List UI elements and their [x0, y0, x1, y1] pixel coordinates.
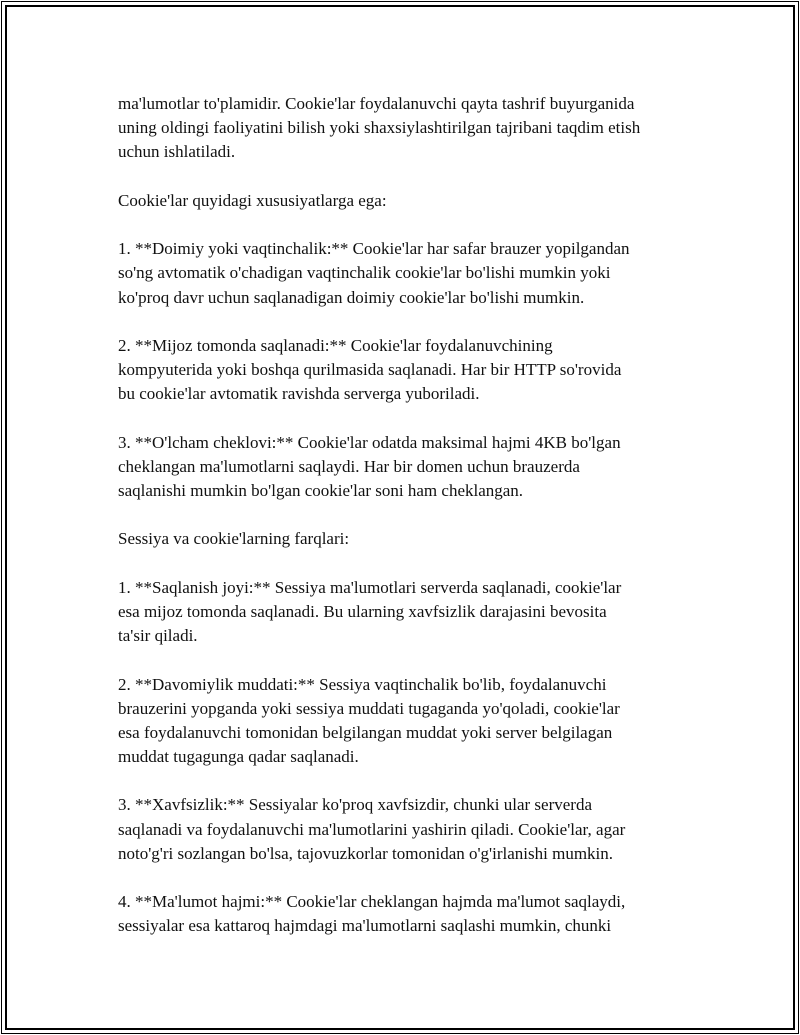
text-line: cheklangan ma'lumotlarni saqlaydi. Har bir domen uchun brauzerda: [118, 456, 580, 476]
text-line: uchun ishlatiladi.: [118, 142, 236, 162]
text-line: ko'proq davr uchun saqlanadigan doimiy cookie'lar bo'lishi mumkin.: [118, 287, 585, 307]
text-line: esa foydalanuvchi tomonidan belgilangan muddat yoki server belgilagan: [118, 722, 613, 742]
cookie-features-intro: [118, 189, 738, 213]
text-line: esa mijoz tomonda saqlanadi. Bu ularning xavfsizlik darajasini bevosita: [118, 601, 607, 621]
text-line: 3. **O'lcham cheklovi:** Cookie'lar odatda maksimal hajmi 4KB bo'lgan: [118, 432, 621, 452]
cookie-feature-2: [118, 334, 738, 407]
text-line: Sessiya va cookie'larning farqlari:: [118, 529, 350, 549]
text-line: bu cookie'lar avtomatik ravishda serverga yuboriladi.: [118, 384, 480, 404]
text-line: noto'g'ri sozlangan bo'lsa, tajovuzkorlar tomonidan o'g'irlanishi mumkin.: [118, 843, 614, 863]
difference-4: [118, 890, 738, 938]
text-line: so'ng avtomatik o'chadigan vaqtinchalik cookie'lar bo'lishi mumkin yoki: [118, 263, 611, 283]
text-line: kompyuterida yoki boshqa qurilmasida saqlanadi. Har bir HTTP so'rovida: [118, 360, 622, 380]
text-line: 1. **Doimiy yoki vaqtinchalik:** Cookie'lar har safar brauzer yopilgandan: [118, 239, 630, 259]
text-line: Cookie'lar quyidagi xususiyatlarga ega:: [118, 190, 387, 210]
text-line: brauzerini yopganda yoki sessiya muddati tugaganda yo'qoladi, cookie'lar: [118, 698, 620, 718]
document-body: [118, 92, 738, 963]
text-line: ma'lumotlar to'plamidir. Cookie'lar foydalanuvchi qayta tashrif buyurganida: [118, 94, 635, 113]
text-line: 2. **Davomiylik muddati:** Sessiya vaqtinchalik bo'lib, foydalanuvchi: [118, 674, 607, 694]
differences-intro: [118, 527, 738, 551]
text-line: muddat tugagunga qadar saqlanadi.: [118, 747, 359, 767]
cookie-feature-1: [118, 237, 738, 310]
text-line: 2. **Mijoz tomonda saqlanadi:** Cookie'lar foydalanuvchining: [118, 335, 553, 355]
difference-2: [118, 673, 738, 770]
difference-1: [118, 576, 738, 649]
text-line: sessiyalar esa kattaroq hajmdagi ma'lumotlarni saqlashi mumkin, chunki: [118, 916, 612, 936]
text-line: saqlanadi va foydalanuvchi ma'lumotlarini yashirin qiladi. Cookie'lar, agar: [118, 819, 626, 839]
text-line: ta'sir qiladi.: [118, 626, 198, 646]
text-line: uning oldingi faoliyatini bilish yoki shaxsiylashtirilgan tajribani taqdim etish: [118, 118, 641, 138]
cookie-feature-3: [118, 431, 738, 504]
text-line: 4. **Ma'lumot hajmi:** Cookie'lar cheklangan hajmda ma'lumot saqlaydi,: [118, 892, 626, 912]
text-line: 1. **Saqlanish joyi:** Sessiya ma'lumotlari serverda saqlanadi, cookie'lar: [118, 577, 622, 597]
intro-paragraph-continuation: [118, 92, 738, 165]
text-line: 3. **Xavfsizlik:** Sessiyalar ko'proq xavfsizdir, chunki ular serverda: [118, 795, 593, 815]
difference-3: [118, 793, 738, 866]
text-line: saqlanishi mumkin bo'lgan cookie'lar soni ham cheklangan.: [118, 481, 524, 500]
